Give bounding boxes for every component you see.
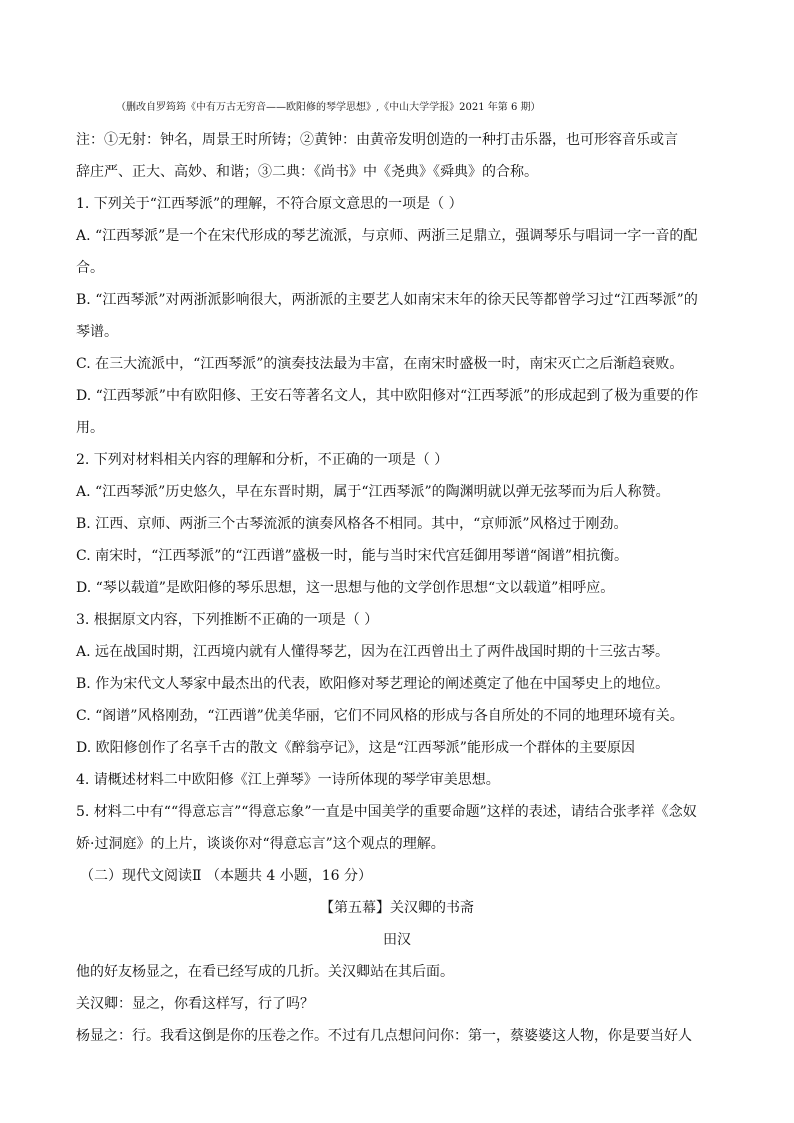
question-1-option-c: C. 在三大流派中，“江西琴派”的演奏技法最为丰富，在南宋时盛极一时，南宋灭亡之后渐趋衰败。 [76, 356, 684, 372]
section-heading: （二）现代文阅读Ⅱ （本题共 4 小题，16 分） [80, 868, 373, 884]
question-1-option-a: A. “江西琴派”是一个在宋代形成的琴艺流派，与京师、两浙三足鼎立，强调琴乐与唱词一字一音的配 [76, 228, 698, 244]
question-2-option-a: A. “江西琴派”历史悠久，早在东晋时期，属于“江西琴派”的陶渊明就以弹无弦琴而为后人称赞。 [76, 484, 670, 500]
question-3-option-c: C. “阁谱”风格刚劲，“江西谱”优美华丽，它们不同风格的形成与各自所处的不同的地理环境有关。 [76, 708, 684, 724]
question-4: 4. 请概述材料二中欧阳修《江上弹琴》一诗所体现的琴学审美思想。 [76, 772, 500, 788]
question-2-option-c: C. 南宋时，“江西琴派”的“江西谱”盛极一时，能与当时宋代宫廷御用琴谱“阁谱”相抗衡。 [76, 548, 629, 564]
story-paragraph-1: 他的好友杨显之，在看已经写成的几折。关汉卿站在其后面。 [76, 964, 454, 980]
question-3-option-b: B. 作为宋代文人琴家中最杰出的代表，欧阳修对琴艺理论的阐述奠定了他在中国琴史上的地位。 [76, 676, 670, 692]
question-3-option-d: D. 欧阳修创作了名享千古的散文《醉翁亭记》，这是“江西琴派”能形成一个群体的主要原因 [76, 740, 635, 756]
question-1-stem: 1. 下列关于“江西琴派”的理解，不符合原文意思的一项是（ ） [76, 196, 463, 212]
question-5-line-2: 娇·过洞庭》的上片，谈谈你对“得意忘言”这个观点的理解。 [76, 836, 445, 852]
story-paragraph-2: 关汉卿：显之，你看这样写，行了吗？ [76, 996, 314, 1012]
question-1-option-a-cont: 合。 [76, 260, 104, 276]
question-2-option-b: B. 江西、京师、两浙三个古琴流派的演奏风格各不相同。其中，“京师派”风格过于刚劲。 [76, 516, 628, 532]
question-3-stem: 3. 根据原文内容，下列推断不正确的一项是（ ） [76, 612, 379, 628]
question-1-option-d: D. “江西琴派”中有欧阳修、王安石等著名文人，其中欧阳修对“江西琴派”的形成起到了极为重要的作 [76, 388, 699, 404]
question-1-option-b: B. “江西琴派”对两浙派影响很大，两浙派的主要艺人如南宋末年的徐天民等都曾学习过“江西琴派”的 [76, 292, 698, 308]
story-title: 【第五幕】关汉卿的书斋 [320, 900, 474, 916]
note-line-1: 注：①无射：钟名，周景王时所铸；②黄钟：由黄帝发明创造的一种打击乐器，也可形容音乐或言 [76, 132, 678, 148]
question-2-option-d: D. “琴以载道”是欧阳修的琴乐思想，这一思想与他的文学创作思想“文以载道”相呼应。 [76, 580, 615, 596]
note-line-2: 辞庄严、正大、高妙、和谐；③二典：《尚书》中《尧典》《舜典》的合称。 [76, 164, 538, 180]
story-author: 田汉 [383, 932, 411, 948]
question-5-line-1: 5. 材料二中有““得意忘言”“得意忘象”一直是中国美学的重要命题”这样的表述，请结合张孝祥《念奴 [76, 804, 697, 820]
source-citation: （删改自罗筠筠《中有万古无穷音——欧阳修的琴学思想》,《中山大学学报》2021 年第 6 期） [116, 102, 541, 113]
story-paragraph-3: 杨显之：行。我看这倒是你的压卷之作。不过有几点想问问你：第一，蔡婆婆这人物，你是要当好人 [76, 1028, 692, 1044]
question-2-stem: 2. 下列对材料相关内容的理解和分析，不正确的一项是（ ） [76, 452, 449, 468]
question-3-option-a: A. 远在战国时期，江西境内就有人懂得琴艺，因为在江西曾出土了两件战国时期的十三弦古琴。 [76, 644, 670, 660]
question-1-option-d-cont: 用。 [76, 420, 104, 436]
question-1-option-b-cont: 琴谱。 [76, 324, 118, 340]
